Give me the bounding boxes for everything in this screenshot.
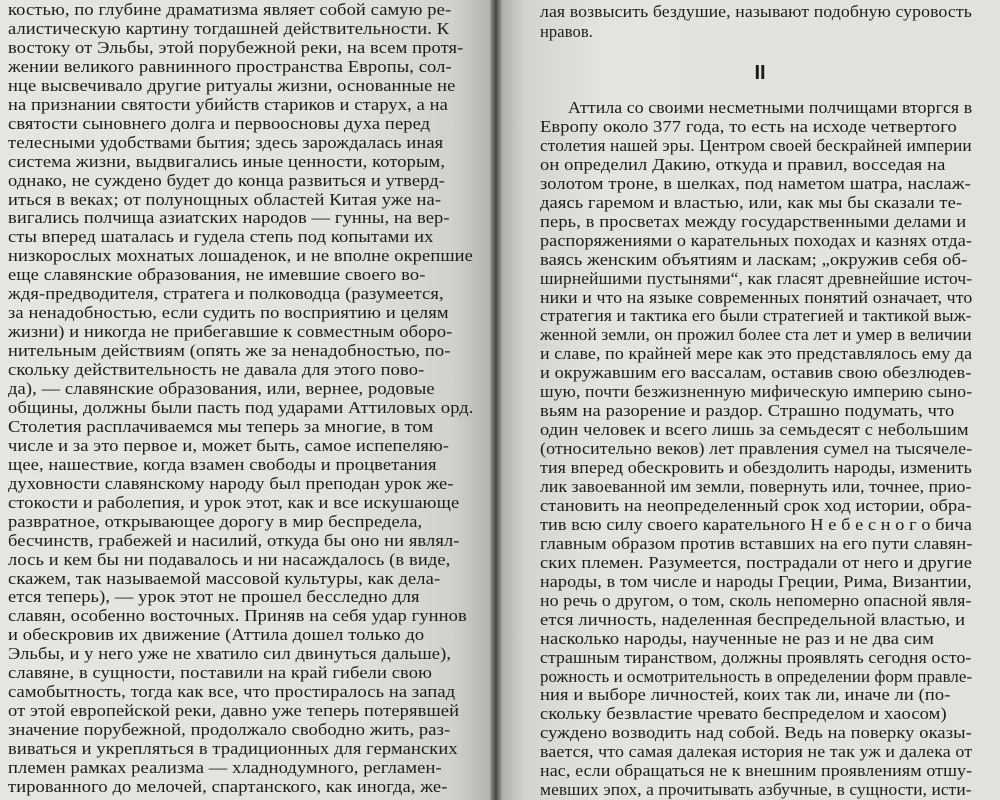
text-line: ется личность, наделенная беспредельной властью, и <box>540 609 966 629</box>
text-line: нце высвечивало другие ритуалы жизни, основанные не <box>8 75 456 95</box>
text-line: рожность и осмотрительность в определении форм правле- <box>540 666 973 686</box>
text-line: стратегия и тактика его были стратегией и тактикой выж- <box>540 306 972 326</box>
text-line: скольку действительность не давала для этого пово- <box>8 360 425 380</box>
text-line: лая возвысить бездушие, называют подобную суровость <box>540 2 972 21</box>
text-line: однако, не суждено будет до конца развиться и утверд- <box>8 170 446 190</box>
book-spine-gutter <box>490 0 502 800</box>
text-line: мевших эпох, а прочитывать азбучные, в сущности, исти- <box>540 780 972 800</box>
text-line: нительным действиям (опять же за ненадобностью, по- <box>8 341 451 361</box>
text-line: жении великого равнинного пространства Европы, сол- <box>8 56 452 76</box>
text-line: (относительно веков) лет правления сумел на тысячеле- <box>540 439 973 459</box>
text-line: суждено возводить над собой. Ведь на поверку оказы- <box>540 723 972 743</box>
text-line: ских племен. Разумеется, пострадали от него и другие <box>540 552 973 572</box>
text-line: Аттила со своими несметными полчищами вторгся в <box>568 98 973 117</box>
text-line: виваться и укрепляться в традиционных для германских <box>8 739 458 759</box>
text-line: святости сыновнего долга и первоосновы духа перед <box>8 113 431 133</box>
text-line: золотом троне, в шелках, под наметом шатра, наслаж- <box>540 173 971 193</box>
text-line: лось и кем бы ни подавалось и ни насаждалось (в виде, <box>8 549 451 569</box>
text-line: Европу около 377 года, то есть на исходе четвертого <box>540 116 957 136</box>
text-line: самобытность, тогда как все, что простиралось на запад <box>8 682 456 702</box>
text-line: ждя-предводителя, стратега и полководца (разумеется, <box>8 284 444 304</box>
text-line: низкорослых мохнатых лошаденок, и не вполне окрепшие <box>8 246 473 266</box>
text-line: развратное, открывающее дорогу в мир беспредела, <box>8 511 423 531</box>
text-line: народы, в том числе и народы Греции, Рима, Византии, <box>540 571 972 591</box>
text-line: насколько народы, наученные не раз и не два сим <box>540 628 934 648</box>
text-line: вается, что самая далекая история не так уж и далека от <box>540 742 973 762</box>
text-line: Столетия расплачиваемся мы теперь за многие, в том <box>8 416 434 436</box>
text-line: на признании святости убийств стариков и старух, а на <box>8 94 448 114</box>
text-line: ется теперь), — урок этот не прошел бесследно для <box>8 587 420 607</box>
text-line: славян, особенно восточных. Приняв на себя удар гуннов <box>8 606 467 626</box>
text-line: распоряжениями о карательных походах и казнях отда- <box>540 230 973 250</box>
chapter-number: II <box>754 62 766 84</box>
text-line: да), — славянские образования, или, вернее, родовые <box>8 379 435 398</box>
text-line: жизни) и никогда не прибегавшие к совместным оборо- <box>8 322 453 342</box>
text-line: ния и выборе личностей, коих так ли, иначе ли (по- <box>540 685 951 705</box>
text-line: тив всю силу своего карательного Н е б е с н о г о бича <box>540 514 972 534</box>
text-line: костью, по глубине драматизма являет собой самую ре- <box>8 0 452 19</box>
text-line: духовности славянскому народу был преподан урок же- <box>8 473 454 493</box>
text-line: сты вперед шаталась и гудела степь под копытами их <box>8 227 434 247</box>
text-line: один человек и всего лишь за семьдесят с небольшим <box>540 420 969 440</box>
text-line: ширнейшими пустынями“, как гласят древнейшие источ- <box>540 268 973 288</box>
text-line: тированного до мелочей, спартанского, как иногда, же- <box>8 776 448 796</box>
text-line: бесчинств, грабежей и насилий, откуда бы оно ни являл- <box>8 530 460 550</box>
text-line: нравов. <box>540 22 593 41</box>
text-line: и окружавшим его вассалам, оставив свою обезлюдев- <box>540 363 972 383</box>
text-line: стокости и раболепия, и урок этот, как и все искушающе <box>8 492 460 512</box>
text-line: столетия нашей эры. Центром своей бескрайней империи <box>540 135 972 155</box>
text-line: телесными удобствами бытия; здесь зарождалась иная <box>8 132 444 152</box>
text-line: страшным тиранством, должны проявлять сегодня осто- <box>540 647 972 667</box>
text-line: племен рамках реализма — хладнодумного, регламен- <box>8 758 442 777</box>
text-line: становить на неопределенный срок ход истории, обра- <box>540 495 972 515</box>
text-line: значение порубежной, продолжало свободно жить, раз- <box>8 720 451 740</box>
text-line: вьям на разорение и раздор. Страшно подумать, что <box>540 401 955 421</box>
text-line: главным образом против вставших на его пути славян- <box>540 533 973 553</box>
text-line: скажем, так называемой массовой культуры, как дела- <box>8 568 441 588</box>
text-line: ники и что на языке современных понятий означает, что <box>540 287 973 307</box>
text-line: иться в веках; от полунощных областей Китая уже на- <box>8 189 442 209</box>
text-line: общины, должны были пасть под ударами Аттиловых орд. <box>8 397 474 417</box>
text-line: он определил Дакию, откуда и правил, восседая на <box>540 154 946 174</box>
text-line: алистическую картину тогдашней действительности. К <box>8 18 450 38</box>
text-line: еще славянские образования, не имевшие своего во- <box>8 265 426 285</box>
text-line: даясь гаремом и властью, или, как мы бы сказали те- <box>540 192 963 212</box>
text-line: славяне, в сущности, поставили на край гибели свою <box>8 663 433 683</box>
text-line: ваясь женским объятиям и ласкам; „окружив себя об- <box>540 249 968 269</box>
text-line: система жизни, выдвигались иные ценности, которым, <box>8 151 446 171</box>
text-line: нас, если обращаться не к внешним проявлениям отшу- <box>540 761 973 781</box>
text-line: за ненадобностью, если судить по восприятию и целям <box>8 303 449 323</box>
text-line: скольку безвластие чревато беспределом и хаосом) <box>540 704 947 724</box>
text-line: лик завоеванной им земли, повернуть или, точнее, прио- <box>540 477 972 496</box>
text-line: числе и за это первое и, может быть, самое испепеляю- <box>8 435 450 455</box>
text-line: женной земли, он прожил более ста лет и умер в величии <box>540 325 972 345</box>
text-line: и обескровив их движение (Аттила дошел только до <box>8 625 425 645</box>
text-line: востоку от Эльбы, этой порубежной реки, на всем протя- <box>8 37 464 57</box>
text-line: щее, нашествие, когда взамен свободы и процветания <box>8 454 437 474</box>
text-line: Эльбы, и у него уже не хватило сил двинуться дальше), <box>8 644 452 664</box>
text-line: вигались полчища азиатских народов — гунны, на вер- <box>8 208 450 228</box>
text-line: тия вперед обескровить и обездолить народы, изменить <box>540 458 972 478</box>
text-line: шую, почти безжизненную мифическую империю сыно- <box>540 382 973 402</box>
text-line: и славе, по крайней мере как это представлялось ему да <box>540 344 973 364</box>
text-line: но речь о другом, о том, сколь непомерно опасной явля- <box>540 590 972 610</box>
text-line: от этой европейской реки, давно уже теперь потерявшей <box>8 701 460 721</box>
text-line: перь, в просветах между государственными делами и <box>540 211 967 231</box>
